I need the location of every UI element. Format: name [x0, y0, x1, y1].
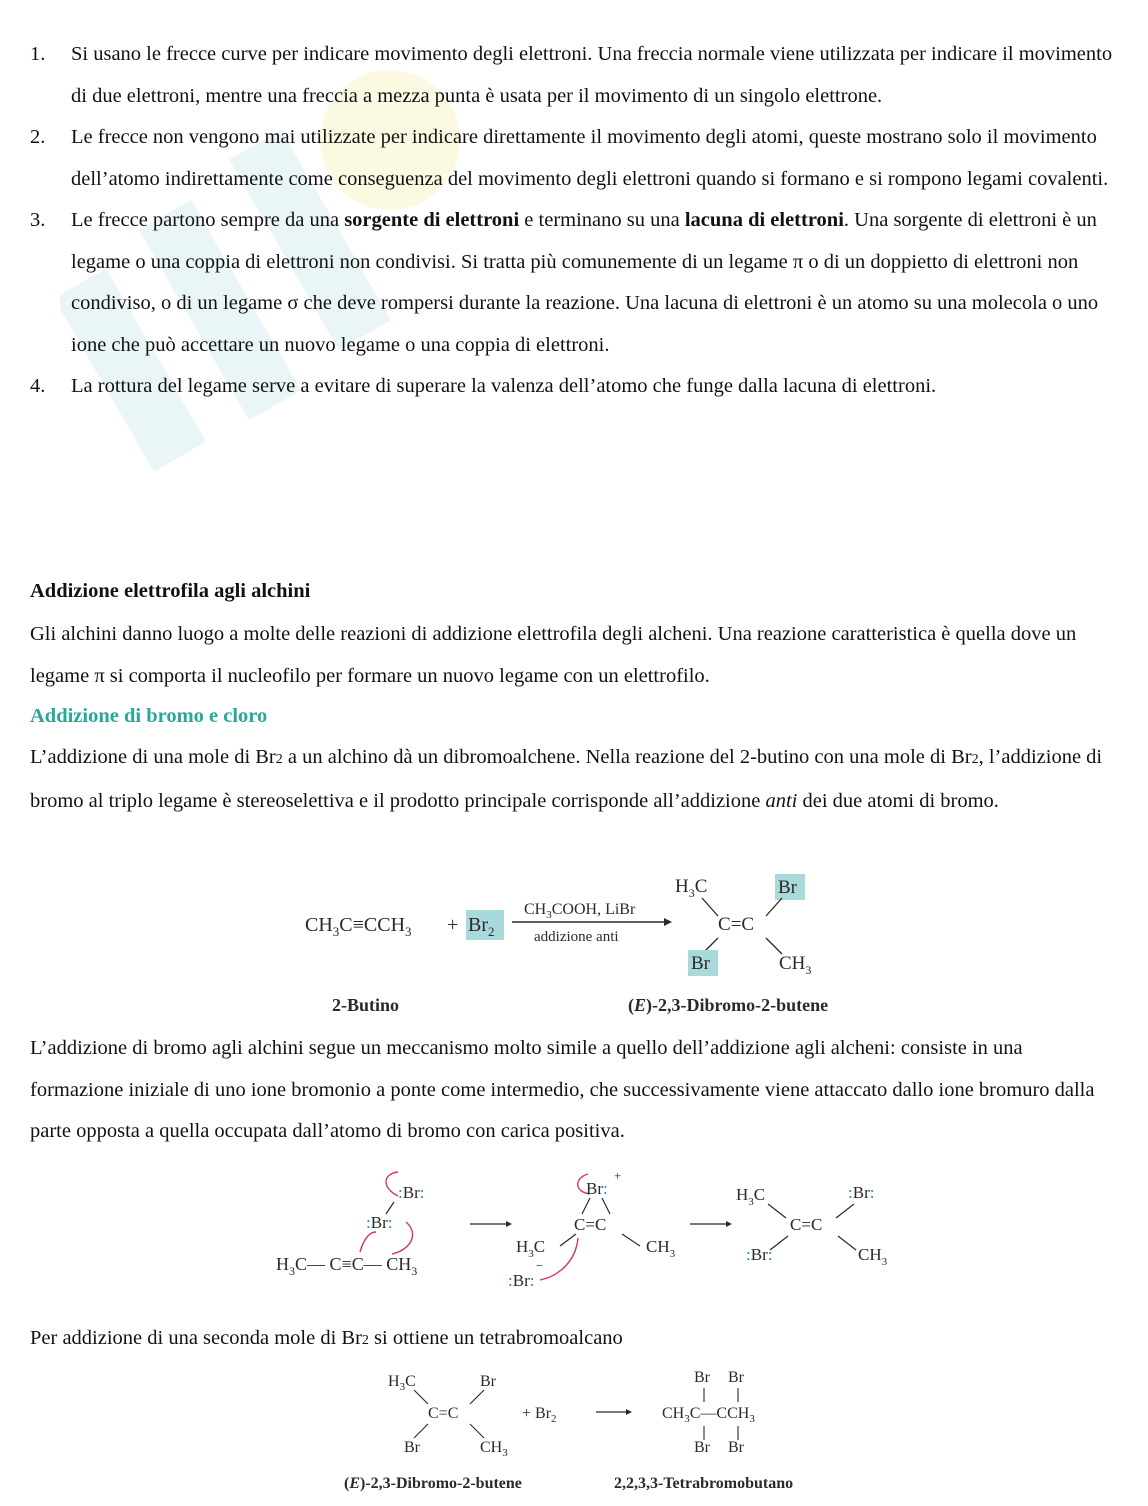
product-formula: $CH_3C—CCH_3$ [662, 1405, 755, 1425]
bromine-atom: Br [728, 1439, 744, 1456]
curved-arrow [386, 1172, 398, 1196]
alkyne-formula: $H_3C—$ C≡C— $CH_3$ [276, 1254, 418, 1278]
bromine-atom: :Br: [848, 1183, 875, 1202]
bold-term-source: sorgente di elettroni [344, 209, 520, 231]
list-number: 4. [30, 375, 46, 397]
text-run: a un alchino dà un dibromoalchene. Nella reazione del 2-butino con una mole di Br [282, 746, 972, 768]
list-item [30, 200, 1120, 366]
bond-line [560, 1234, 576, 1246]
methyl-group: $CH_3$ [646, 1237, 676, 1260]
reagent-conditions: $CH_3COOH$, LiBr [524, 901, 636, 921]
text-run: 2 [275, 752, 283, 767]
list-text: La rottura del legame serve a evitare di superare la valenza dell’atomo che funge dalla lacuna di elettroni. [71, 375, 937, 397]
alkene-core: C=C [790, 1215, 823, 1234]
bromine-atom: Br [728, 1369, 744, 1386]
text-run: si ottiene un tetrabromoalcano [368, 1327, 623, 1349]
label-2-butino: 2-Butino [332, 995, 400, 1015]
list-text: Le frecce non vengono mai utilizzate per indicare direttamente il movimento degli atomi, queste mostrano solo il movimento dell’atomo indirettamente come conseguenza del movimento degli elettroni quando si formano e si rompono legami covalenti. [71, 126, 1109, 190]
arrow-head [506, 1221, 512, 1227]
rules-list [30, 34, 1120, 408]
reactant-formula: $CH_3C\equiv CCH_3$ [305, 914, 412, 939]
br2-reagent: $Br_2$ [468, 914, 495, 939]
bond-line [768, 1204, 786, 1218]
bromine-atom: :Br: [366, 1213, 393, 1232]
mechanism-scheme [270, 1166, 910, 1306]
curved-arrow [540, 1238, 578, 1280]
bond-line [836, 1204, 854, 1218]
bromine-atom: Br [691, 953, 710, 974]
text-run: dei due atomi di bromo. [797, 789, 999, 812]
methyl-group: $H_3C$ [736, 1185, 766, 1208]
bromonium-ion: Br: [586, 1179, 608, 1198]
arrow-head [726, 1221, 732, 1227]
arrow-head [626, 1409, 632, 1415]
methyl-group: $CH_3$ [480, 1439, 508, 1459]
reaction-condition: addizione anti [534, 929, 619, 945]
list-item [30, 34, 1120, 117]
bond-line [766, 898, 782, 916]
text-run: Per addizione di una seconda mole di Br [30, 1327, 362, 1349]
bromine-atom: Br [480, 1373, 496, 1390]
paragraph-second-addition [30, 1318, 1120, 1362]
bromide-ion: :Br: [508, 1271, 535, 1290]
curved-arrow [360, 1232, 376, 1252]
methyl-group: $CH_3$ [779, 953, 812, 977]
list-number: 3. [30, 209, 46, 231]
methyl-group: $CH_3$ [858, 1245, 888, 1268]
paragraph-bromine-addition [30, 737, 1120, 822]
positive-charge: + [614, 1168, 622, 1183]
negative-charge: − [536, 1258, 544, 1273]
list-text: e terminano su una [519, 209, 685, 231]
bond-line [582, 1198, 590, 1214]
methyl-group: $H_3C$ [675, 876, 708, 900]
bond-line [470, 1424, 484, 1438]
label-dibromobutene: (E)-2,3-Dibromo-2-butene [344, 1475, 522, 1492]
list-number: 1. [30, 43, 46, 65]
bond-line [414, 1424, 428, 1438]
bromine-atom: Br [404, 1439, 420, 1456]
text-run: , l’addizione di bromo al triplo legame è stereoselettiva e il prodotto principale corrisponde all’addizione [30, 746, 1103, 812]
alkene-core: C=C [718, 914, 755, 935]
bond-line [702, 898, 718, 916]
bond-line [602, 1198, 610, 1214]
label-tetrabromobutane: 2,2,3,3-Tetrabromobutano [614, 1475, 794, 1492]
text-run: 2 [361, 1333, 369, 1348]
list-item [30, 366, 1120, 408]
bromine-atom: Br [694, 1369, 710, 1386]
alkene-core: C=C [428, 1405, 459, 1422]
bond-line [622, 1234, 640, 1246]
paragraph-mechanism: L’addizione di bromo agli alchini segue un meccanismo molto simile a quello dell’addizione agli alcheni: consiste in una formazione iniziale di uno ione bromonio a ponte come intermedio, che successivamente viene attaccato dallo ione bromuro dalla parte opposta a quella occupata dall’atomo di bromo con carica positiva. [30, 1037, 1095, 1142]
bond-line [766, 938, 782, 954]
curved-arrow [392, 1222, 413, 1254]
reaction-scheme-1 [290, 866, 890, 1026]
plus-sign: + [447, 914, 459, 936]
alkene-core: C=C [574, 1215, 607, 1234]
bold-term-sink: lacuna di elettroni [684, 209, 844, 231]
reaction-scheme-3 [330, 1364, 850, 1500]
text-run: 2 [971, 752, 979, 767]
list-number: 2. [30, 126, 46, 148]
italic-term: anti [765, 789, 798, 812]
bromine-atom: :Br: [746, 1245, 773, 1264]
list-text: Si usano le frecce curve per indicare movimento degli elettroni. Una freccia normale viene utilizzata per indicare il movimento di due elettroni, mentre una freccia a mezza punta è usata per il movimento di un singolo elettrone. [71, 43, 1113, 107]
list-item [30, 117, 1120, 200]
plus-br2: + $Br_2$ [522, 1405, 557, 1425]
bond-line [838, 1236, 856, 1250]
text-run: L’addizione di una mole di Br [30, 746, 276, 768]
section-heading: Addizione elettrofila agli alchini [30, 580, 311, 602]
bromine-atom: :Br: [398, 1183, 425, 1202]
bond-line [414, 1390, 428, 1404]
list-text: . Una sorgente di elettroni è un legame o una coppia di elettroni non condivisi. Si tratta più comunemente di un legame π o di un doppietto di elettroni non condiviso, o di un legame σ che deve rompersi durante la reazione. Una lacuna di elettroni è un atomo su una molecola o uno ione che può accettare un nuovo legame o una coppia di elettroni. [71, 209, 1099, 356]
bromine-atom: Br [694, 1439, 710, 1456]
subsection-heading: Addizione di bromo e cloro [30, 705, 268, 727]
bond-line [470, 1390, 484, 1404]
bromine-atom: Br [778, 877, 797, 898]
arrow-head [664, 918, 672, 926]
methyl-group: $H_3C$ [388, 1373, 416, 1393]
list-text: Le frecce partono sempre da una [71, 209, 345, 231]
label-dibromobutene: (E)-2,3-Dibromo-2-butene [628, 995, 829, 1015]
bond-line [770, 1236, 788, 1250]
section-intro: Gli alchini danno luogo a molte delle reazioni di addizione elettrofila degli alcheni. Una reazione caratteristica è quella dove un legame π si comporta il nucleofilo per formare un nuovo legame con un elettrofilo. [30, 623, 1077, 687]
methyl-group: $H_3C$ [516, 1237, 546, 1260]
